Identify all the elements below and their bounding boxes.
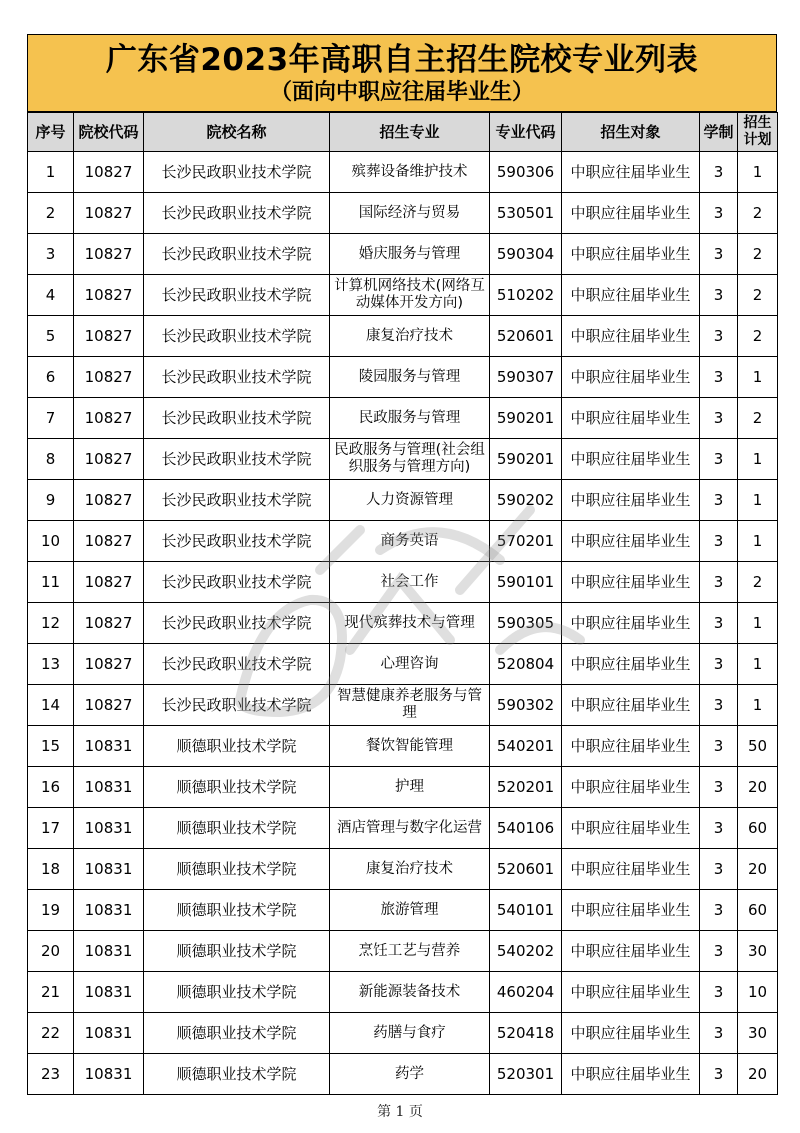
row-index-cell: 9 — [28, 480, 74, 521]
row-index-cell: 13 — [28, 644, 74, 685]
enrollment-quota-cell: 20 — [738, 1054, 778, 1095]
duration-cell: 3 — [700, 480, 738, 521]
duration-cell: 3 — [700, 1013, 738, 1054]
row-index-cell: 2 — [28, 193, 74, 234]
school-code-cell: 10827 — [74, 603, 144, 644]
major-name-cell: 社会工作 — [330, 562, 490, 603]
major-code-cell: 520418 — [490, 1013, 562, 1054]
target-group-cell: 中职应往届毕业生 — [562, 890, 700, 931]
school-code-cell: 10831 — [74, 849, 144, 890]
row-index-cell: 22 — [28, 1013, 74, 1054]
table-row — [28, 644, 778, 685]
major-code-cell: 590304 — [490, 234, 562, 275]
major-code-cell: 530501 — [490, 193, 562, 234]
school-code-cell: 10831 — [74, 972, 144, 1013]
target-group-cell: 中职应往届毕业生 — [562, 972, 700, 1013]
enrollment-quota-cell: 1 — [738, 603, 778, 644]
row-index-cell: 11 — [28, 562, 74, 603]
major-name-cell: 新能源装备技术 — [330, 972, 490, 1013]
school-name-cell: 顺德职业技术学院 — [144, 931, 330, 972]
target-group-cell: 中职应往届毕业生 — [562, 398, 700, 439]
school-name-cell: 长沙民政职业技术学院 — [144, 521, 330, 562]
major-code-cell: 520301 — [490, 1054, 562, 1095]
duration-cell: 3 — [700, 644, 738, 685]
school-name-cell: 顺德职业技术学院 — [144, 972, 330, 1013]
major-code-cell: 590202 — [490, 480, 562, 521]
major-name-cell: 计算机网络技术(网络互动媒体开发方向) — [330, 275, 490, 316]
duration-cell: 3 — [700, 685, 738, 726]
school-code-cell: 10827 — [74, 521, 144, 562]
enrollment-quota-cell: 60 — [738, 808, 778, 849]
table-header-row — [28, 113, 778, 152]
row-index-cell: 5 — [28, 316, 74, 357]
major-name-cell: 殡葬设备维护技术 — [330, 152, 490, 193]
target-group-cell: 中职应往届毕业生 — [562, 152, 700, 193]
school-name-cell: 顺德职业技术学院 — [144, 808, 330, 849]
major-code-cell: 520601 — [490, 316, 562, 357]
major-name-cell: 现代殡葬技术与管理 — [330, 603, 490, 644]
major-code-cell: 590307 — [490, 357, 562, 398]
table-row — [28, 193, 778, 234]
school-name-cell: 顺德职业技术学院 — [144, 726, 330, 767]
school-code-cell: 10827 — [74, 316, 144, 357]
target-group-cell: 中职应往届毕业生 — [562, 603, 700, 644]
enrollment-table — [27, 112, 778, 1095]
duration-cell: 3 — [700, 234, 738, 275]
school-name-cell: 长沙民政职业技术学院 — [144, 316, 330, 357]
major-name-cell: 心理咨询 — [330, 644, 490, 685]
row-index-cell: 15 — [28, 726, 74, 767]
enrollment-quota-cell: 2 — [738, 398, 778, 439]
enrollment-quota-cell: 1 — [738, 644, 778, 685]
enrollment-quota-cell: 2 — [738, 316, 778, 357]
table-row — [28, 275, 778, 316]
table-row — [28, 808, 778, 849]
table-row — [28, 931, 778, 972]
table-row — [28, 316, 778, 357]
target-group-cell: 中职应往届毕业生 — [562, 193, 700, 234]
duration-cell: 3 — [700, 972, 738, 1013]
row-index-cell: 3 — [28, 234, 74, 275]
major-name-cell: 康复治疗技术 — [330, 849, 490, 890]
school-name-cell: 长沙民政职业技术学院 — [144, 562, 330, 603]
duration-cell: 3 — [700, 767, 738, 808]
table-row — [28, 726, 778, 767]
major-name-cell: 康复治疗技术 — [330, 316, 490, 357]
page-number: 第 1 页 — [377, 1104, 423, 1120]
target-group-cell: 中职应往届毕业生 — [562, 562, 700, 603]
enrollment-quota-cell: 10 — [738, 972, 778, 1013]
major-code-cell: 590201 — [490, 398, 562, 439]
duration-cell: 3 — [700, 808, 738, 849]
duration-cell: 3 — [700, 562, 738, 603]
row-index-cell: 20 — [28, 931, 74, 972]
table-row — [28, 234, 778, 275]
school-code-cell: 10827 — [74, 685, 144, 726]
target-group-cell: 中职应往届毕业生 — [562, 234, 700, 275]
major-code-cell: 520201 — [490, 767, 562, 808]
school-code-cell: 10827 — [74, 562, 144, 603]
major-code-cell: 540201 — [490, 726, 562, 767]
row-index-cell: 4 — [28, 275, 74, 316]
major-code-cell: 540202 — [490, 931, 562, 972]
row-index-cell: 14 — [28, 685, 74, 726]
major-code-cell: 570201 — [490, 521, 562, 562]
target-group-cell: 中职应往届毕业生 — [562, 1013, 700, 1054]
major-name-cell: 烹饪工艺与营养 — [330, 931, 490, 972]
school-code-cell: 10827 — [74, 275, 144, 316]
enrollment-quota-cell: 30 — [738, 931, 778, 972]
table-row — [28, 972, 778, 1013]
enrollment-quota-cell: 50 — [738, 726, 778, 767]
table-row — [28, 890, 778, 931]
major-name-cell: 智慧健康养老服务与管理 — [330, 685, 490, 726]
duration-cell: 3 — [700, 193, 738, 234]
duration-cell: 3 — [700, 849, 738, 890]
school-name-cell: 顺德职业技术学院 — [144, 1013, 330, 1054]
duration-cell: 3 — [700, 931, 738, 972]
table-row — [28, 562, 778, 603]
enrollment-quota-cell: 1 — [738, 152, 778, 193]
duration-cell: 3 — [700, 1054, 738, 1095]
enrollment-quota-cell: 1 — [738, 685, 778, 726]
column-header: 招生对象 — [562, 113, 700, 152]
enrollment-quota-cell: 1 — [738, 357, 778, 398]
enrollment-quota-cell: 2 — [738, 562, 778, 603]
major-name-cell: 酒店管理与数字化运营 — [330, 808, 490, 849]
target-group-cell: 中职应往届毕业生 — [562, 685, 700, 726]
school-code-cell: 10831 — [74, 767, 144, 808]
school-code-cell: 10827 — [74, 644, 144, 685]
duration-cell: 3 — [700, 439, 738, 480]
table-row — [28, 849, 778, 890]
duration-cell: 3 — [700, 603, 738, 644]
school-name-cell: 长沙民政职业技术学院 — [144, 152, 330, 193]
target-group-cell: 中职应往届毕业生 — [562, 808, 700, 849]
column-header: 专业代码 — [490, 113, 562, 152]
school-code-cell: 10831 — [74, 726, 144, 767]
table-row — [28, 398, 778, 439]
school-code-cell: 10831 — [74, 931, 144, 972]
enrollment-quota-cell: 20 — [738, 767, 778, 808]
table-row — [28, 767, 778, 808]
school-name-cell: 长沙民政职业技术学院 — [144, 480, 330, 521]
column-header: 院校代码 — [74, 113, 144, 152]
column-header: 招生计划 — [738, 113, 778, 152]
major-name-cell: 餐饮智能管理 — [330, 726, 490, 767]
major-code-cell: 520804 — [490, 644, 562, 685]
row-index-cell: 21 — [28, 972, 74, 1013]
school-code-cell: 10827 — [74, 357, 144, 398]
school-name-cell: 长沙民政职业技术学院 — [144, 398, 330, 439]
major-code-cell: 510202 — [490, 275, 562, 316]
enrollment-quota-cell: 2 — [738, 234, 778, 275]
school-name-cell: 顺德职业技术学院 — [144, 1054, 330, 1095]
duration-cell: 3 — [700, 152, 738, 193]
target-group-cell: 中职应往届毕业生 — [562, 931, 700, 972]
school-code-cell: 10831 — [74, 1054, 144, 1095]
major-name-cell: 药学 — [330, 1054, 490, 1095]
school-code-cell: 10827 — [74, 398, 144, 439]
enrollment-quota-cell: 1 — [738, 480, 778, 521]
target-group-cell: 中职应往届毕业生 — [562, 849, 700, 890]
enrollment-quota-cell: 1 — [738, 439, 778, 480]
title-banner — [27, 34, 777, 112]
school-name-cell: 长沙民政职业技术学院 — [144, 357, 330, 398]
duration-cell: 3 — [700, 890, 738, 931]
table-body — [28, 152, 778, 1095]
table-row — [28, 1013, 778, 1054]
column-header: 招生专业 — [330, 113, 490, 152]
major-code-cell: 520601 — [490, 849, 562, 890]
row-index-cell: 23 — [28, 1054, 74, 1095]
major-name-cell: 药膳与食疗 — [330, 1013, 490, 1054]
major-name-cell: 护理 — [330, 767, 490, 808]
major-name-cell: 民政服务与管理 — [330, 398, 490, 439]
target-group-cell: 中职应往届毕业生 — [562, 726, 700, 767]
target-group-cell: 中职应往届毕业生 — [562, 357, 700, 398]
target-group-cell: 中职应往届毕业生 — [562, 644, 700, 685]
target-group-cell: 中职应往届毕业生 — [562, 767, 700, 808]
row-index-cell: 1 — [28, 152, 74, 193]
major-name-cell: 陵园服务与管理 — [330, 357, 490, 398]
table-row — [28, 603, 778, 644]
row-index-cell: 7 — [28, 398, 74, 439]
school-name-cell: 顺德职业技术学院 — [144, 767, 330, 808]
enrollment-quota-cell: 2 — [738, 275, 778, 316]
school-name-cell: 顺德职业技术学院 — [144, 890, 330, 931]
row-index-cell: 10 — [28, 521, 74, 562]
major-name-cell: 国际经济与贸易 — [330, 193, 490, 234]
major-name-cell: 人力资源管理 — [330, 480, 490, 521]
row-index-cell: 6 — [28, 357, 74, 398]
duration-cell: 3 — [700, 398, 738, 439]
school-name-cell: 长沙民政职业技术学院 — [144, 193, 330, 234]
table-row — [28, 152, 778, 193]
table-row — [28, 1054, 778, 1095]
row-index-cell: 17 — [28, 808, 74, 849]
target-group-cell: 中职应往届毕业生 — [562, 480, 700, 521]
column-header: 序号 — [28, 113, 74, 152]
table-row — [28, 357, 778, 398]
target-group-cell: 中职应往届毕业生 — [562, 439, 700, 480]
enrollment-quota-cell: 20 — [738, 849, 778, 890]
enrollment-quota-cell: 2 — [738, 193, 778, 234]
enrollment-quota-cell: 60 — [738, 890, 778, 931]
school-code-cell: 10827 — [74, 234, 144, 275]
table-row — [28, 521, 778, 562]
page-title: 广东省2023年高职自主招生院校专业列表 — [105, 42, 699, 78]
major-code-cell: 540101 — [490, 890, 562, 931]
school-code-cell: 10831 — [74, 890, 144, 931]
row-index-cell: 12 — [28, 603, 74, 644]
major-name-cell: 民政服务与管理(社会组织服务与管理方向) — [330, 439, 490, 480]
school-code-cell: 10827 — [74, 152, 144, 193]
school-code-cell: 10831 — [74, 1013, 144, 1054]
duration-cell: 3 — [700, 521, 738, 562]
table-row — [28, 685, 778, 726]
school-code-cell: 10827 — [74, 480, 144, 521]
row-index-cell: 16 — [28, 767, 74, 808]
major-code-cell: 460204 — [490, 972, 562, 1013]
table-row — [28, 439, 778, 480]
duration-cell: 3 — [700, 275, 738, 316]
major-code-cell: 590101 — [490, 562, 562, 603]
major-name-cell: 旅游管理 — [330, 890, 490, 931]
major-code-cell: 590306 — [490, 152, 562, 193]
column-header: 院校名称 — [144, 113, 330, 152]
enrollment-quota-cell: 1 — [738, 521, 778, 562]
target-group-cell: 中职应往届毕业生 — [562, 521, 700, 562]
enrollment-quota-cell: 30 — [738, 1013, 778, 1054]
row-index-cell: 19 — [28, 890, 74, 931]
target-group-cell: 中职应往届毕业生 — [562, 1054, 700, 1095]
duration-cell: 3 — [700, 316, 738, 357]
table-row — [28, 480, 778, 521]
major-code-cell: 540106 — [490, 808, 562, 849]
school-code-cell: 10831 — [74, 808, 144, 849]
school-name-cell: 长沙民政职业技术学院 — [144, 644, 330, 685]
duration-cell: 3 — [700, 357, 738, 398]
major-name-cell: 商务英语 — [330, 521, 490, 562]
column-header: 学制 — [700, 113, 738, 152]
duration-cell: 3 — [700, 726, 738, 767]
page-subtitle: （面向中职应往届毕业生） — [269, 80, 534, 105]
school-name-cell: 长沙民政职业技术学院 — [144, 603, 330, 644]
school-name-cell: 长沙民政职业技术学院 — [144, 234, 330, 275]
school-name-cell: 长沙民政职业技术学院 — [144, 275, 330, 316]
school-name-cell: 长沙民政职业技术学院 — [144, 439, 330, 480]
major-code-cell: 590201 — [490, 439, 562, 480]
row-index-cell: 18 — [28, 849, 74, 890]
school-code-cell: 10827 — [74, 193, 144, 234]
school-name-cell: 长沙民政职业技术学院 — [144, 685, 330, 726]
major-code-cell: 590302 — [490, 685, 562, 726]
school-code-cell: 10827 — [74, 439, 144, 480]
target-group-cell: 中职应往届毕业生 — [562, 316, 700, 357]
target-group-cell: 中职应往届毕业生 — [562, 275, 700, 316]
major-name-cell: 婚庆服务与管理 — [330, 234, 490, 275]
major-code-cell: 590305 — [490, 603, 562, 644]
school-name-cell: 顺德职业技术学院 — [144, 849, 330, 890]
row-index-cell: 8 — [28, 439, 74, 480]
